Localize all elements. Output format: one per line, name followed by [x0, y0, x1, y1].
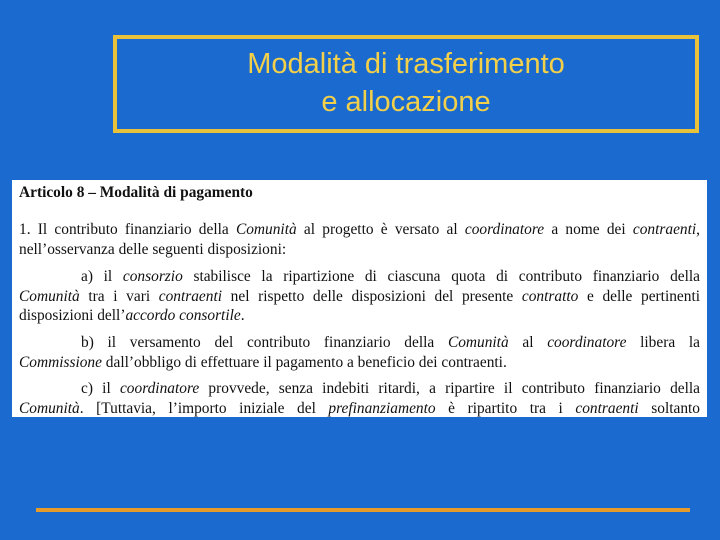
text-line: Comunità tra i vari contraenti nel rispetto delle disposizioni del presente contratto e delle pertinenti [19, 287, 701, 305]
text-line: c) il coordinatore provvede, senza indebiti ritardi, a ripartire il contributo finanziario della [81, 380, 700, 397]
text-line: Commissione dall’obbligo di effettuare il pagamento a beneficio dei contraenti. [19, 353, 507, 371]
slide-title-box [113, 35, 699, 133]
text-line: nell’osservanza delle seguenti disposizioni: [19, 240, 287, 258]
text-line: a) il consorzio stabilisce la ripartizione di ciascuna quota di contributo finanziario della [81, 268, 700, 285]
text-line: 1. Il contributo finanziario della Comunità al progetto è versato al coordinatore a nome dei contraenti, [19, 221, 701, 238]
paragraph-a [19, 267, 700, 326]
document-excerpt [12, 180, 707, 417]
text-line: b) il versamento del contributo finanziario della Comunità al coordinatore libera la [81, 334, 700, 351]
text-line: disposizioni dell’accordo consortile. [19, 307, 245, 324]
text-line: Comunità. [Tuttavia, l’importo iniziale del prefinanziamento è ripartito tra i contraenti soltanto [19, 399, 700, 417]
paragraph-1 [19, 220, 700, 259]
slide-title-line-2: e allocazione [321, 86, 491, 118]
paragraph-c [19, 379, 700, 417]
article-heading: Articolo 8 – Modalità di pagamento [19, 184, 253, 201]
footer-divider [36, 508, 690, 512]
slide-title-line-1: Modalità di trasferimento [247, 48, 565, 80]
paragraph-b [19, 333, 700, 372]
